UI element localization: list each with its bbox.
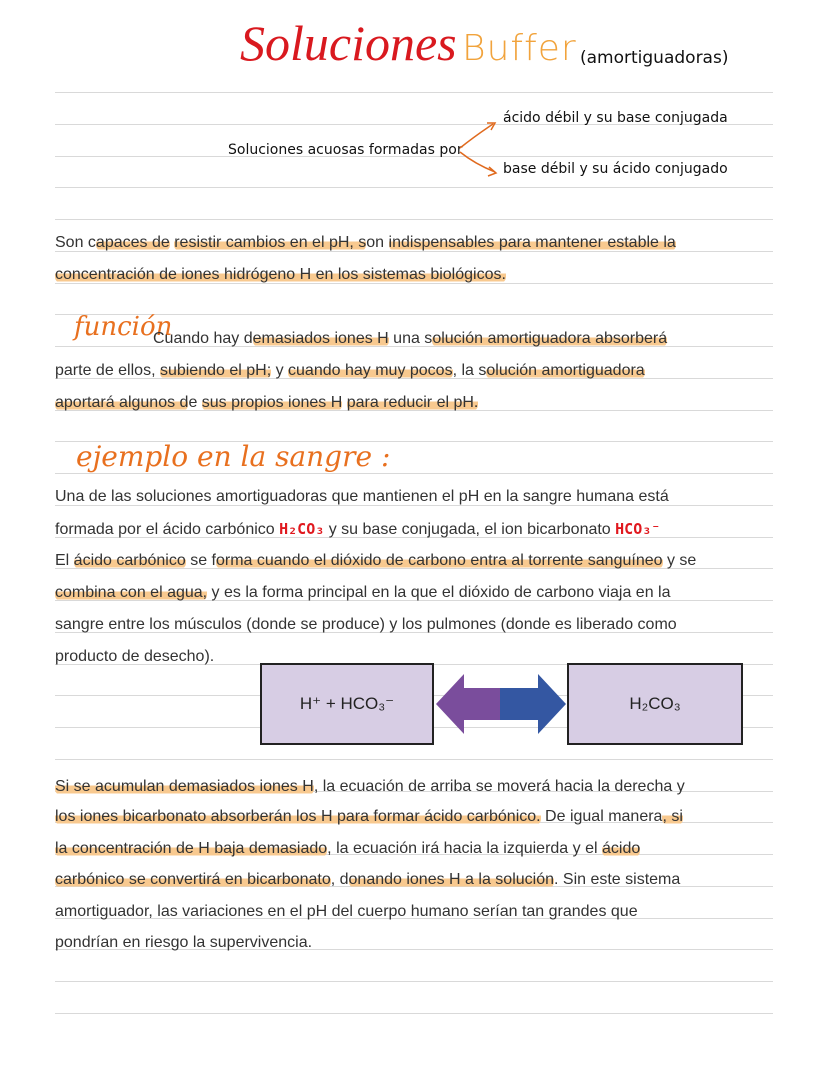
highlighted-text: olución amortiguadora absorberá [432, 330, 668, 347]
text-segment: parte de ellos, [55, 362, 160, 379]
highlighted-text: indispensables para mantener estable la [388, 234, 676, 251]
reactants-label: H⁺ + HCO₃⁻ [299, 694, 395, 713]
text-segment: on [366, 234, 389, 251]
conclusion-line [55, 776, 685, 798]
highlighted-text: concentración de iones hidrógeno H en los sistemas biológicos. [55, 266, 506, 283]
heading-funcion: función [74, 312, 173, 342]
rule-line [55, 187, 773, 188]
definition-lead: Soluciones acuosas formadas por [228, 142, 463, 158]
text-segment: y [271, 362, 289, 379]
highlighted-text: olución amortiguadora [486, 362, 645, 379]
funcion-line [55, 392, 478, 414]
highlighted-text: para reducir el pH. [346, 394, 479, 411]
text-segment: producto de desecho). [55, 648, 215, 665]
intro-line [55, 264, 506, 286]
product-label: H₂CO₃ [629, 694, 681, 713]
text-segment: , la s [452, 362, 487, 379]
highlighted-text: Si se acumulan demasiados iones H [55, 778, 314, 795]
arrow-right-half [500, 674, 566, 734]
text-segment: Cuando hay d [153, 330, 253, 347]
text-segment: pondrían en riesgo la supervivencia. [55, 934, 313, 951]
diagram-product-box [567, 663, 743, 745]
equilibrium-arrow-icon [434, 672, 568, 736]
text-segment: y se [662, 552, 697, 569]
branch-arrows-icon [455, 118, 505, 178]
sangre-line [55, 646, 214, 668]
arrow-left-half [436, 674, 500, 734]
highlighted-text: cuando hay muy pocos [288, 362, 453, 379]
branch-top: ácido débil y su base conjugada [503, 110, 728, 126]
conclusion-line [55, 932, 312, 954]
highlighted-text: emasiados iones H [252, 330, 389, 347]
rule-line [55, 759, 773, 760]
highlighted-text: ácido carbónico [73, 552, 186, 569]
conclusion-line [55, 838, 640, 860]
highlighted-text: combina con el agua, [55, 584, 208, 601]
funcion-line [153, 328, 667, 350]
sangre-line [55, 550, 696, 572]
text-segment: sangre entre los músculos (donde se produce) y los pulmones (donde es liberado como [55, 616, 677, 633]
branch-bottom: base débil y su ácido conjugado [503, 161, 728, 177]
rule-line [55, 92, 773, 93]
text-segment: se f [185, 552, 216, 569]
title-buffer: Buffer [462, 28, 577, 69]
highlighted-text: , si [662, 808, 683, 825]
rule-line [55, 219, 773, 220]
text-segment: De igual manera [540, 808, 663, 825]
funcion-line [55, 360, 645, 382]
text-segment: , d [330, 871, 349, 888]
text-segment: , la ecuación de arriba se moverá hacia la derecha y [313, 778, 685, 795]
highlighted-text: los iones bicarbonato absorberán los H para formar ácido carbónico. [55, 808, 541, 825]
highlighted-text: sus propios iones H [201, 394, 343, 411]
text-segment: e [188, 394, 202, 411]
highlighted-text: apaces de [95, 234, 170, 251]
diagram-reactants-box [260, 663, 434, 745]
text-segment: Una de las soluciones amortiguadoras que mantienen el pH en la sangre humana está [55, 488, 669, 505]
highlighted-text: subiendo el pH; [159, 362, 272, 379]
sangre-line [55, 614, 677, 636]
text-segment: y su base conjugada, el ion bicarbonato [324, 521, 616, 538]
text-segment: El [55, 552, 74, 569]
rule-line [55, 473, 773, 474]
text-segment: formada por el ácido carbónico [55, 521, 280, 538]
conclusion-line [55, 901, 638, 923]
sangre-line [55, 518, 660, 541]
highlighted-text: onando iones H a la solución [348, 871, 554, 888]
sangre-line [55, 486, 669, 508]
text-segment: . Sin este sistema [554, 871, 681, 888]
highlighted-text: orma cuando el dióxido de carbono entra al torrente sanguíneo [215, 552, 663, 569]
highlighted-text: aportará algunos d [55, 394, 189, 411]
highlighted-text: carbónico se convertirá en bicarbonato [55, 871, 331, 888]
text-segment: una s [388, 330, 433, 347]
text-segment: , la ecuación irá hacia la izquierda y el [327, 840, 602, 857]
heading-ejemplo: ejemplo en la sangre : [76, 440, 391, 473]
highlighted-text: la concentración de H baja demasiado [55, 840, 328, 857]
text-segment: Son c [55, 234, 96, 251]
text-segment: amortiguador, las variaciones en el pH del cuerpo humano serían tan grandes que [55, 903, 638, 920]
text-segment: y es la forma principal en la que el dióxido de carbono viaja en la [207, 584, 671, 601]
rule-line [55, 1013, 773, 1014]
intro-line [55, 232, 676, 254]
conclusion-line [55, 869, 680, 891]
title-soluciones: Soluciones [240, 15, 457, 71]
highlighted-text: resistir cambios en el pH, s [174, 234, 367, 251]
sangre-line [55, 582, 671, 604]
chem-formula: HCO₃⁻ [615, 520, 661, 538]
conclusion-line [55, 806, 683, 828]
rule-line [55, 981, 773, 982]
title-subtitle: (amortiguadoras) [580, 48, 729, 68]
chem-formula: H₂CO₃ [279, 520, 325, 538]
highlighted-text: ácido [602, 840, 641, 857]
